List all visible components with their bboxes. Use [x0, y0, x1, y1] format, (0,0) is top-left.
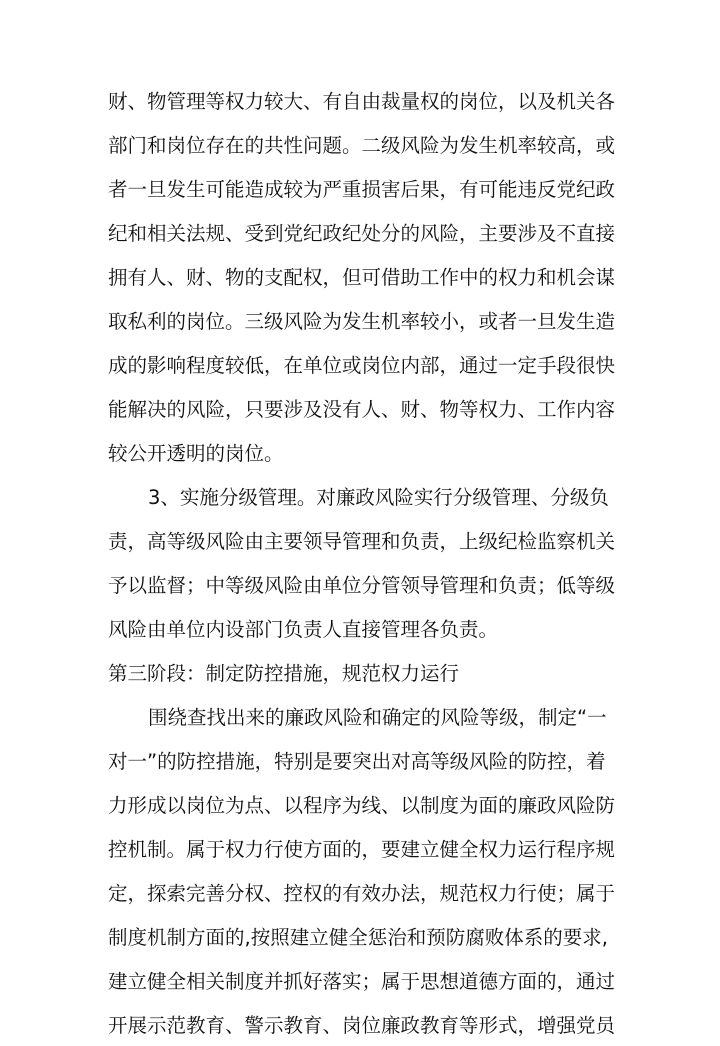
text-line: 部门和岗位存在的共性问题。二级风险为发生机率较高，或	[108, 134, 616, 157]
text-line: 取私利的岗位。三级风险为发生机率较小，或者一旦发生造	[108, 310, 616, 333]
text-line: 责，高等级风险由主要领导管理和负责，上级纪检监察机关	[108, 530, 616, 553]
text-line: 对一”的防控措施，特别是要突出对高等级风险的防控，着	[108, 750, 606, 773]
text-line: 开展示范教育、警示教育、岗位廉政教育等形式，增强党员	[108, 1014, 616, 1037]
text-line: 财、物管理等权力较大、有自由裁量权的岗位，以及机关各	[108, 90, 616, 113]
text-line: 力形成以岗位为点、以程序为线、以制度为面的廉政风险防	[108, 794, 616, 817]
text-line: 者一旦发生可能造成较为严重损害后果，有可能违反党纪政	[108, 178, 616, 201]
text-line: 予以监督；中等级风险由单位分管领导管理和负责；低等级	[108, 574, 616, 597]
paragraph-first-line: 3、实施分级管理。对廉政风险实行分级管理、分级负	[148, 486, 609, 509]
text-line: 较公开透明的岗位。	[108, 442, 284, 465]
paragraph-first-line: 围绕查找出来的廉政风险和确定的风险等级，制定“一	[148, 706, 607, 729]
text-line: 控机制。属于权力行使方面的，要建立健全权力运行程序规	[108, 838, 616, 861]
text-line: 拥有人、财、物的支配权，但可借助工作中的权力和机会谋	[108, 266, 616, 289]
text-line: 纪和相关法规、受到党纪政纪处分的风险，主要涉及不直接	[108, 222, 616, 245]
text-line: 建立健全相关制度并抓好落实；属于思想道德方面的，通过	[108, 970, 616, 993]
text-line: 定，探索完善分权、控权的有效办法，规范权力行使；属于	[108, 882, 616, 905]
section-heading: 第三阶段：制定防控措施，规范权力运行	[108, 662, 460, 685]
text-line: 制度机制方面的,按照建立健全惩治和预防腐败体系的要求,	[108, 926, 608, 949]
text-line: 能解决的风险，只要涉及没有人、财、物等权力、工作内容	[108, 398, 616, 421]
text-line: 风险由单位内设部门负责人直接管理各负责。	[108, 618, 499, 641]
text-line: 成的影响程度较低，在单位或岗位内部，通过一定手段很快	[108, 354, 616, 377]
